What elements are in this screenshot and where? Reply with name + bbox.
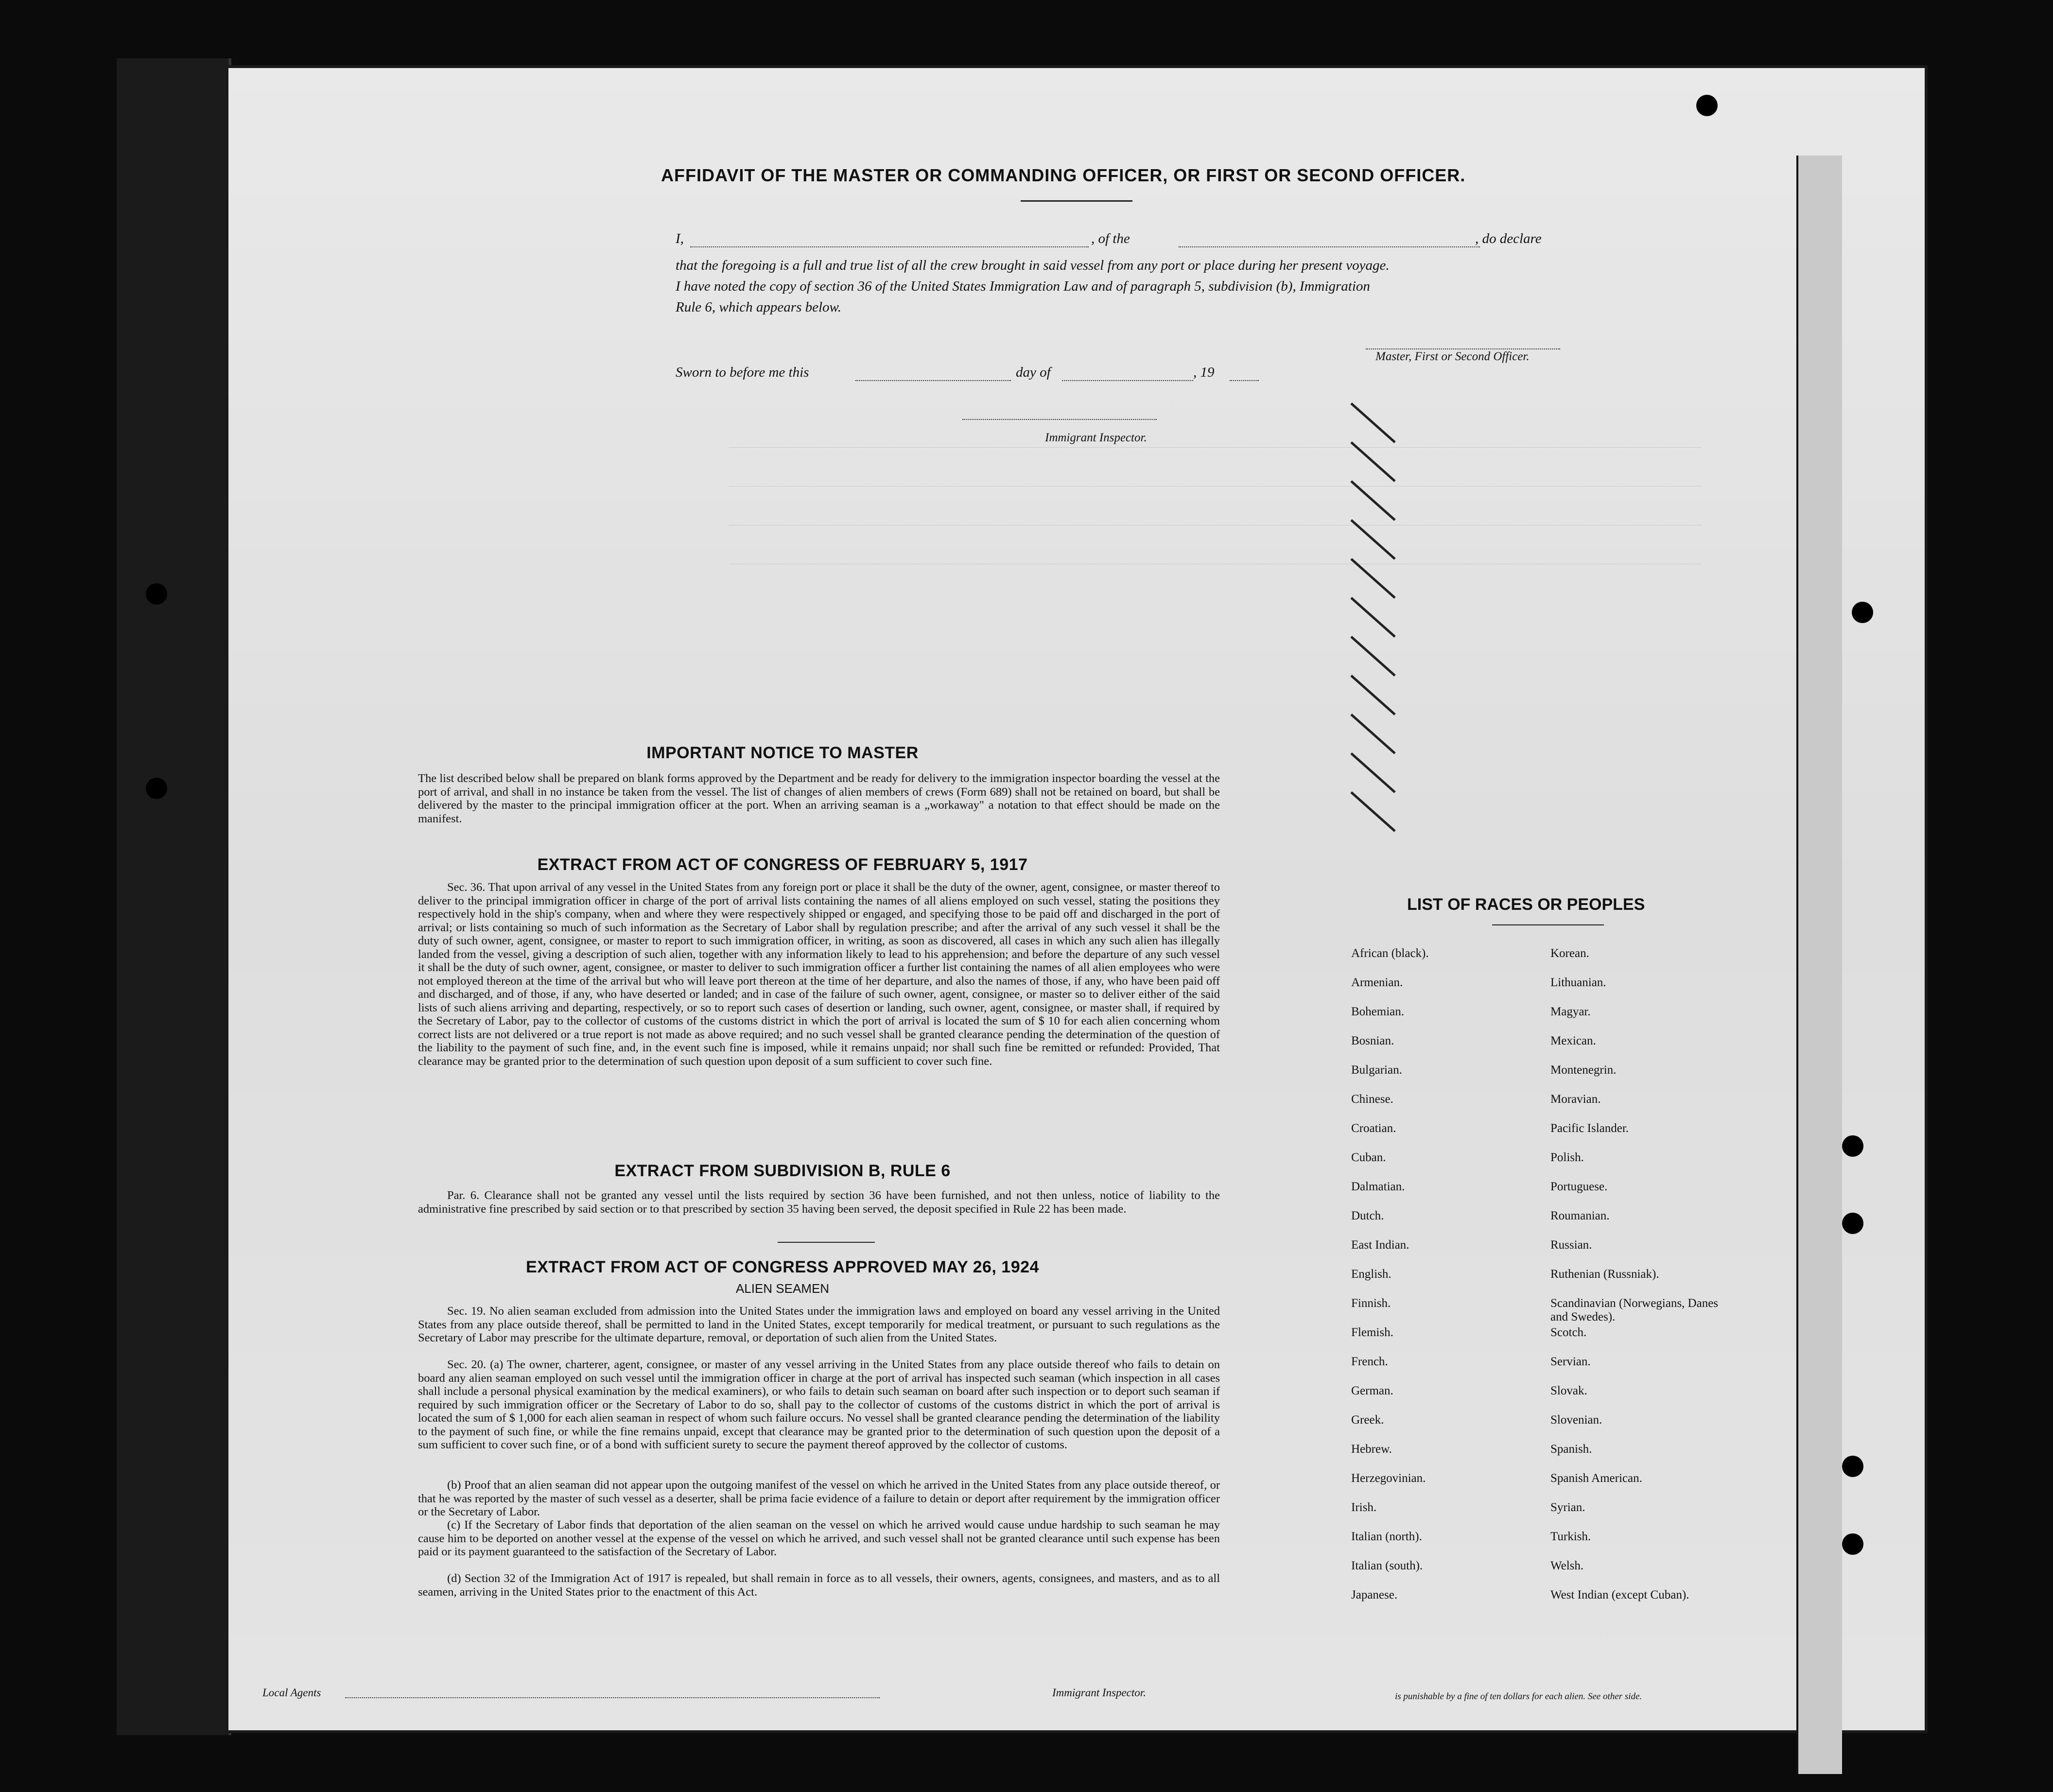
handwritten-strokes	[1346, 399, 1405, 933]
race-item: Welsh.	[1550, 1559, 1584, 1572]
race-item: Mexican.	[1550, 1034, 1596, 1047]
day-of-label: day of	[1016, 365, 1051, 380]
bleed-through-row	[729, 467, 1701, 487]
race-item: Magyar.	[1550, 1005, 1591, 1018]
notice-heading: IMPORTANT NOTICE TO MASTER	[646, 744, 919, 762]
punch-hole	[1842, 1456, 1863, 1477]
punch-hole	[146, 778, 167, 799]
race-item: Hebrew.	[1351, 1443, 1392, 1456]
race-item: African (black).	[1351, 947, 1429, 960]
extract-rule6-body: Par. 6. Clearance shall not be granted any vessel until the lists required by section 36 have been furnished, and not then unless, notice of liability to the administrative fine prescribed by said section or to that prescribed by section 35 having been served, the deposit specified in Rule 22 has been made.	[418, 1189, 1220, 1216]
race-item: Herzegovinian.	[1351, 1472, 1426, 1485]
sworn-year-field[interactable]	[1230, 379, 1259, 381]
race-item: English.	[1351, 1268, 1392, 1281]
race-item: Korean.	[1550, 947, 1589, 960]
race-item: Finnish.	[1351, 1297, 1391, 1310]
race-item: Italian (north).	[1351, 1530, 1422, 1543]
race-item: Scotch.	[1550, 1326, 1587, 1339]
race-item: Polish.	[1550, 1151, 1584, 1164]
races-title-rule	[1492, 924, 1604, 925]
race-item: Bulgarian.	[1351, 1063, 1402, 1077]
race-item: Bohemian.	[1351, 1005, 1405, 1018]
race-item: Cuban.	[1351, 1151, 1386, 1164]
race-item: Greek.	[1351, 1413, 1384, 1427]
punch-hole	[146, 583, 167, 605]
race-item: German.	[1351, 1384, 1393, 1397]
extract-1924-p1: Sec. 19. No alien seaman excluded from admission into the United States under the immigration laws and employed on board any vessel arriving in the United States from any place outside thereof, shall be permitted to land in the United States, except temporarily for medical treatment, or pursuant to such regulations as the Secretary of Labor may prescribe for the ultimate departure, removal, or deportation of such alien from the United States.	[418, 1305, 1220, 1344]
race-item: Italian (south).	[1351, 1559, 1423, 1572]
affidavit-i-label: I,	[676, 231, 684, 246]
extract-1924-p4: (c) If the Secretary of Labor finds that deportation of the alien seaman on the vessel on which he arrived would cause undue hardship to such seaman he may cause him to be deported on another vessel at the expense of the vessel on which he arrived, and such vessel shall not be granted clearance until such expense has been paid or its payment guaranteed to the satisfaction of the Secretary of Labor.	[418, 1518, 1220, 1558]
bleed-through-row	[729, 544, 1701, 564]
race-item: Slovak.	[1550, 1384, 1587, 1397]
sheet-edge	[1796, 156, 1842, 1774]
race-item: Montenegrin.	[1550, 1063, 1617, 1077]
race-item: Servian.	[1550, 1355, 1591, 1368]
sworn-day-field[interactable]	[855, 379, 1011, 381]
race-item: Spanish.	[1550, 1443, 1592, 1456]
extract-1924-heading: EXTRACT FROM ACT OF CONGRESS APPROVED MAY 26, 1924	[526, 1258, 1039, 1276]
extract-1924-p5: (d) Section 32 of the Immigration Act of 1917 is repealed, but shall remain in force as to all vessels, their owners, agents, consignees, and masters, and as to all seamen, arriving in the United States prior to the enactment of this Act.	[418, 1572, 1220, 1599]
race-item: Turkish.	[1550, 1530, 1591, 1543]
extract-1924-p2: Sec. 20. (a) The owner, charterer, agent, consignee, or master of any vessel arriving in the United States from any place outside thereof who fails to detain on board any alien seaman employed on such vessel until the immigration officer in charge at the port of arrival has inspected such seaman (which inspection in all cases shall include a personal physical examination by the medical examiners), or who fails to detain such seaman on board after such inspection or to deport such seaman if required by such immigration officer or the Secretary of Labor to do so, shall pay to the collector of customs of the customs district in which the port of arrival is located the sum of $ 1,000 for each alien seaman in respect of whom such failure occurs. No vessel shall be granted clearance pending the determination of the liability to the payment of such fine, or while the fine remains unpaid, except that clearance may be granted prior to the determination of such question upon the deposit of a sum sufficient to cover such fine, or of a bond with sufficient surety to secure the payment thereof approved by the collector of customs.	[418, 1358, 1220, 1451]
extract-1924-subheading: ALIEN SEAMEN	[735, 1281, 830, 1296]
bleed-through-row	[729, 505, 1701, 525]
affidavit-declare-label: , do declare	[1475, 231, 1542, 246]
race-item: French.	[1351, 1355, 1388, 1368]
race-item: East Indian.	[1351, 1238, 1409, 1252]
binding-strip	[117, 58, 231, 1735]
master-signature-label: Master, First or Second Officer.	[1375, 350, 1530, 363]
name-field[interactable]	[690, 245, 1089, 247]
master-signature-field[interactable]	[1366, 348, 1560, 349]
vessel-field[interactable]	[1179, 245, 1480, 247]
year-prefix: , 19	[1193, 365, 1215, 380]
race-item: Flemish.	[1351, 1326, 1393, 1339]
inspector-signature-label: Immigrant Inspector.	[1045, 431, 1147, 444]
sworn-label: Sworn to before me this	[676, 365, 809, 380]
sworn-month-field[interactable]	[1062, 379, 1193, 381]
extract-1924-p3: (b) Proof that an alien seaman did not appear upon the outgoing manifest of the vessel on which he arrived in the United States from any place outside thereof, or that he was reported by the master of such vessel as a deserter, shall be prima facie evidence of a failure to detain or deport after requirement by the immigration officer or the Secretary of Labor.	[418, 1479, 1220, 1518]
race-item: West Indian (except Cuban).	[1550, 1588, 1689, 1601]
race-item: Armenian.	[1351, 976, 1403, 989]
affidavit-line-4: Rule 6, which appears below.	[676, 299, 841, 315]
title-rule	[1021, 200, 1132, 202]
race-item: Croatian.	[1351, 1122, 1396, 1135]
race-item: Roumanian.	[1550, 1209, 1610, 1222]
race-item: Dutch.	[1351, 1209, 1384, 1222]
affidavit-line-2: that the foregoing is a full and true list of all the crew brought in said vessel from any port or place during her present voyage.	[676, 258, 1390, 273]
race-item: Syrian.	[1550, 1501, 1585, 1514]
affidavit-title: AFFIDAVIT OF THE MASTER OR COMMANDING OFFICER, OR FIRST OR SECOND OFFICER.	[661, 165, 1466, 185]
race-item: Russian.	[1550, 1238, 1592, 1252]
extract-1917-body: Sec. 36. That upon arrival of any vessel in the United States from any foreign port or place it shall be the duty of the owner, agent, consignee, or master thereof to deliver to the principal immigration officer in charge of the port of arrival lists containing the names of all aliens employed on such vessel, stating the positions they respectively hold in the ship's company, when and where they were respectively shipped or engaged, and specifying those to be paid off and discharged in the port of arrival; or lists containing so much of such information as the Secretary of Labor shall by regulation prescribe; and after the arrival of any such vessel it shall be the duty of such owner, agent, consignee, or master to report to such immigration officer, in writing, as soon as discovered, all cases in which any such alien has illegally landed from the vessel, giving a description of such alien, together with any information likely to lead to his apprehension; and before the departure of any such vessel it shall be the duty of such owner, agent, consignee, or master to deliver to such immigration officer a further list containing the names of all alien employees who were not employed thereon at the time of the arrival but who will leave port thereon at the time of her departure, and also the names of those, if any, who have been paid off and discharged, and of those, if any, who have deserted or landed; and in case of the failure of such owner, agent, consignee, or master so to deliver either of the said lists of such aliens arriving and departing, respectively, or so to report such cases of desertion or landing, such owner, agent, consignee, or master shall, if required by the Secretary of Labor, pay to the collector of customs of the customs district in which the port of arrival is located the sum of $ 10 for each alien concerning whom correct lists are not delivered or a true report is not made as above required; and no such vessel shall be granted clearance pending the determination of the question of the liability to the payment of such fine, and, in the event such fine is imposed, while it remains unpaid; nor shall such fine be remitted or refunded: Provided, That clearance may be granted prior to the determination of such question upon deposit of a sum sufficient to cover such fine.	[418, 881, 1220, 1068]
race-item: Moravian.	[1550, 1093, 1601, 1106]
notice-body: The list described below shall be prepared on blank forms approved by the Department and be ready for delivery to the immigration inspector boarding the vessel at the port of arrival, and shall in no instance be taken from the vessel. The list of changes of alien members of crews (Form 689) shall not be retained on board, but shall be delivered by the master to the principal immigration officer at the port. When an arriving seaman is a „workaway" a notation to that effect should be made on the manifest.	[418, 772, 1220, 825]
race-item: Chinese.	[1351, 1093, 1393, 1106]
race-item: Dalmatian.	[1351, 1180, 1405, 1193]
punch-hole	[1852, 602, 1873, 623]
race-item: Irish.	[1351, 1501, 1377, 1514]
extract-1917-heading: EXTRACT FROM ACT OF CONGRESS OF FEBRUARY 5, 1917	[537, 855, 1028, 874]
punch-hole	[1842, 1213, 1863, 1234]
local-agents-field[interactable]	[345, 1696, 880, 1698]
race-item: Spanish American.	[1550, 1472, 1642, 1485]
race-item: Bosnian.	[1351, 1034, 1394, 1047]
inspector-signature-field[interactable]	[962, 418, 1157, 420]
punch-hole	[1696, 95, 1718, 116]
race-item: Portuguese.	[1550, 1180, 1608, 1193]
fine-note: is punishable by a fine of ten dollars for each alien. See other side.	[1395, 1691, 1642, 1702]
races-title: LIST OF RACES OR PEOPLES	[1407, 895, 1645, 914]
race-item: Slovenian.	[1550, 1413, 1602, 1427]
extract-rule6-heading: EXTRACT FROM SUBDIVISION B, RULE 6	[614, 1162, 951, 1180]
race-item: Scandinavian (Norwegians, Danes and Swedes).	[1550, 1297, 1719, 1323]
section-rule	[778, 1242, 875, 1243]
affidavit-of-the-label: , of the	[1091, 231, 1130, 246]
race-item: Japanese.	[1351, 1588, 1398, 1601]
race-item: Pacific Islander.	[1550, 1122, 1629, 1135]
local-agents-label: Local Agents	[262, 1687, 321, 1699]
race-item: Lithuanian.	[1550, 976, 1606, 989]
punch-hole	[1842, 1135, 1863, 1157]
bleed-through-row	[729, 428, 1701, 448]
affidavit-line-3: I have noted the copy of section 36 of the United States Immigration Law and of paragraph 5, subdivision (b), Immigration	[676, 278, 1370, 294]
race-item: Ruthenian (Russniak).	[1550, 1268, 1659, 1281]
punch-hole	[1842, 1533, 1863, 1555]
immigrant-inspector-footer: Immigrant Inspector.	[1052, 1687, 1146, 1699]
